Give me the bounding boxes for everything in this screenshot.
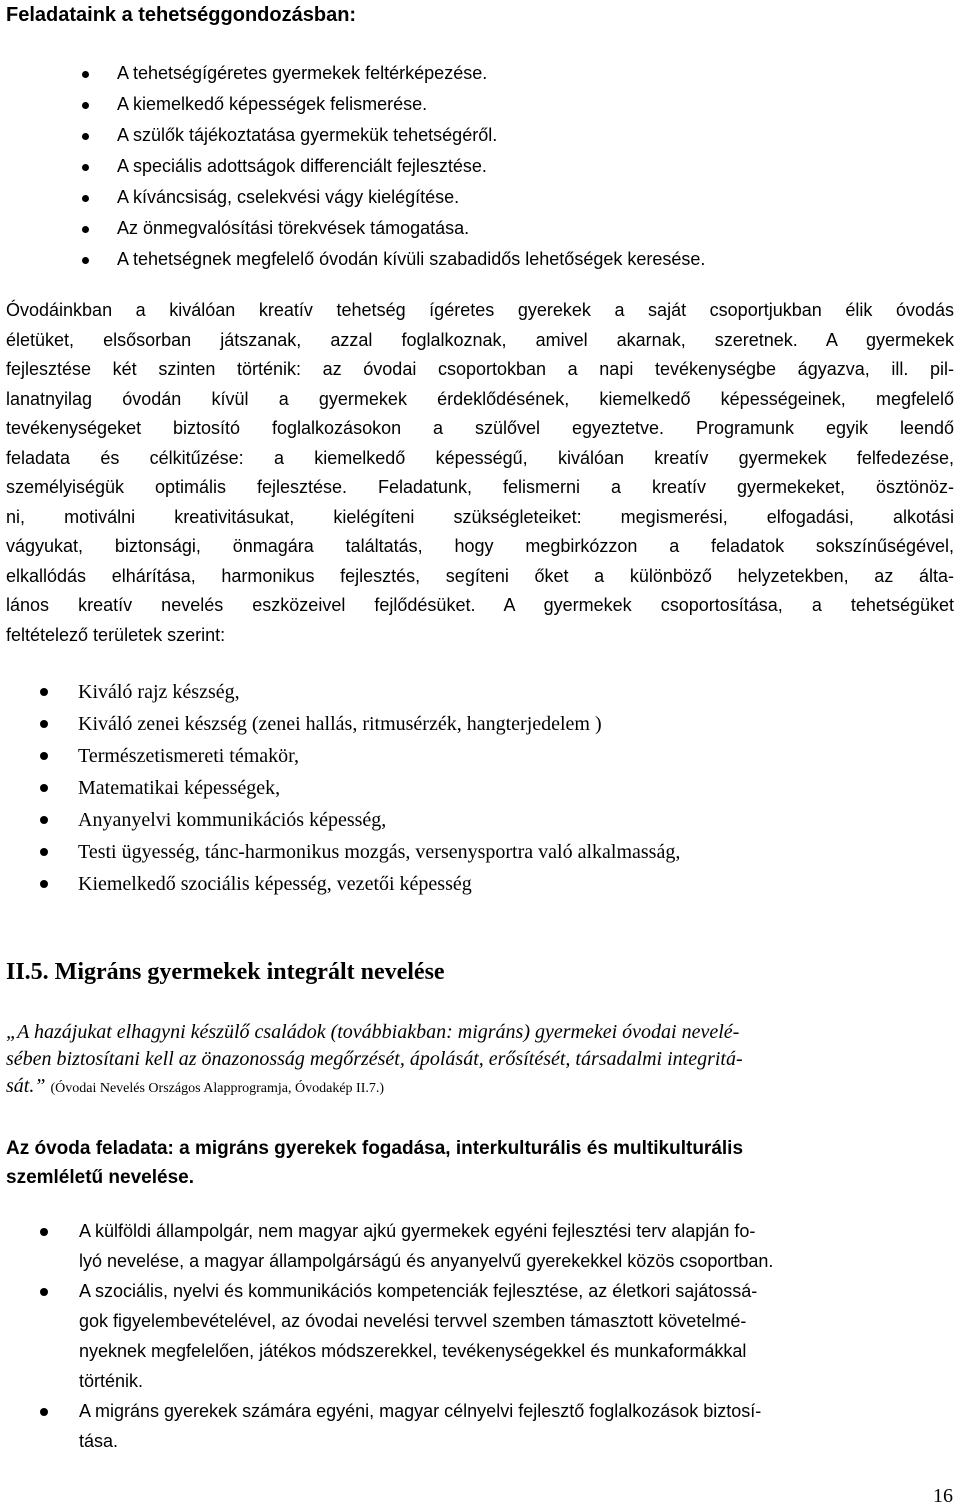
list-item: A tehetségnek megfelelő óvodán kívüli szabadidős lehetőségek keresése. xyxy=(0,244,900,275)
talent-tasks-heading: Feladataink a tehetséggondozásban: xyxy=(6,4,357,26)
list-item-line: gok figyelembevételével, az óvodai nevelési tervvel szemben támasztott követelmé- xyxy=(79,1311,747,1331)
list-item-line: tása. xyxy=(79,1431,119,1451)
paragraph-line: életüket, elsősorban játszanak, azzal foglalkoznak, amivel akarnak, szeretnek. A gyermekek xyxy=(6,329,954,350)
list-item: A szülők tájékoztatása gyermekük tehetségéről. xyxy=(0,120,900,151)
paragraph-line: feltételező területek szerint: xyxy=(6,624,226,645)
list-item: Kiváló rajz készség, xyxy=(0,676,940,708)
list-item: Testi ügyesség, tánc-harmonikus mozgás, versenysportra való alkalmasság, xyxy=(0,836,940,868)
quote-line: sében biztosítani kell az önazonosság megőrzését, ápolását, erősítését, társadalmi integritá- xyxy=(6,1048,743,1070)
heading-line: Az óvoda feladata: a migráns gyerekek fogadása, interkulturális és multikulturális xyxy=(6,1138,744,1159)
list-item: A speciális adottságok differenciált fejlesztése. xyxy=(0,151,900,182)
list-item-line: nyeknek megfelelően, játékos módszerekkel, tevékenységekkel és munkaformákkal xyxy=(79,1341,747,1361)
quote-line: „A hazájukat elhagyni készülő családok (továbbiakban: migráns) gyermekei óvodai nevelé- xyxy=(6,1021,740,1043)
paragraph-line: tevékenységeket biztosító foglalkozásokon a szülővel egyeztetve. Programunk egyik leendő xyxy=(6,418,954,438)
page-number: 16 xyxy=(933,1485,953,1507)
paragraph-line: lanatnyilag óvodán kívül a gyermekek érdeklődésének, kiemelkedő képességeinek, megfelelő xyxy=(6,388,954,409)
list-item: Kiváló zenei készség (zenei hallás, ritmusérzék, hangterjedelem ) xyxy=(0,708,940,740)
paragraph-line: feladata és célkitűzése: a kiemelkedő képességű, kiválóan kreatív gyermekek felfedezése, xyxy=(6,447,954,468)
quote-line: sát.” xyxy=(6,1075,46,1097)
talent-areas-list xyxy=(0,676,940,900)
paragraph-line: vágyukat, biztonsági, önmagára találtatás, hogy megbirkózzon a feladatok sokszínűségével, xyxy=(6,536,954,556)
paragraph-line: fejlesztése két szinten történik: az óvodai csoportokban a napi tevékenységbe ágyazva, ill. pil- xyxy=(6,359,954,379)
list-item xyxy=(0,1396,960,1456)
list-item: Kiemelkedő szociális képesség, vezetői képesség xyxy=(0,868,940,900)
list-item: A kíváncsiság, cselekvési vágy kielégítése. xyxy=(0,182,900,213)
quote-source: (Óvodai Nevelés Országos Alapprogramja, Óvodakép II.7.) xyxy=(50,1081,385,1096)
paragraph-line: Óvodáinkban a kiválóan kreatív tehetség ígéretes gyerekek a saját csoportjukban élik óvodás xyxy=(6,300,954,320)
paragraph-line: elkallódás elhárítása, harmonikus fejlesztés, segíteni őket a különböző helyzetekben, az álta- xyxy=(6,565,954,586)
list-item: Természetismereti témakör, xyxy=(0,740,940,772)
paragraph-line: lános kreatív nevelés eszközeivel fejlődésüket. A gyermekek csoportosítása, a tehetségüket xyxy=(6,595,954,615)
list-item: Anyanyelvi kommunikációs képesség, xyxy=(0,804,940,836)
list-item-line: A külföldi állampolgár, nem magyar ajkú gyermekek egyéni fejlesztési terv alapján fo- xyxy=(79,1221,756,1241)
paragraph-line: személyiségük optimális fejlesztése. Feladatunk, felismerni a kreatív gyermekeket, ösztönöz- xyxy=(6,477,954,497)
list-item: Matematikai képességek, xyxy=(0,772,940,804)
list-item-line: lyó nevelése, a magyar állampolgárságú és anyanyelvű gyerekekkel közös csoportban. xyxy=(79,1251,774,1271)
migrant-tasks-list xyxy=(0,1216,960,1456)
list-item: Az önmegvalósítási törekvések támogatása. xyxy=(0,213,900,244)
list-item: A tehetségígéretes gyermekek feltérképezése. xyxy=(0,58,900,89)
heading-line: szemléletű nevelése. xyxy=(6,1167,194,1188)
talent-tasks-list xyxy=(0,58,900,275)
kindergarten-task-heading xyxy=(6,1134,946,1192)
list-item-line: történik. xyxy=(79,1371,144,1391)
list-item: A kiemelkedő képességek felismerése. xyxy=(0,89,900,120)
paragraph-line: ni, motiválni kreativitásukat, kielégíteni szükségleteiket: megismerési, elfogadási, alkotási xyxy=(6,506,954,527)
list-item xyxy=(0,1216,960,1276)
list-item-line: A migráns gyerekek számára egyéni, magyar célnyelvi fejlesztő foglalkozások biztosí- xyxy=(79,1401,762,1421)
section-title: II.5. Migráns gyermekek integrált nevelése xyxy=(6,959,445,985)
program-quote xyxy=(6,1019,936,1102)
body-paragraph xyxy=(6,296,954,650)
list-item-line: A szociális, nyelvi és kommunikációs kompetenciák fejlesztése, az életkori sajátossá- xyxy=(79,1281,758,1301)
list-item xyxy=(0,1276,960,1396)
